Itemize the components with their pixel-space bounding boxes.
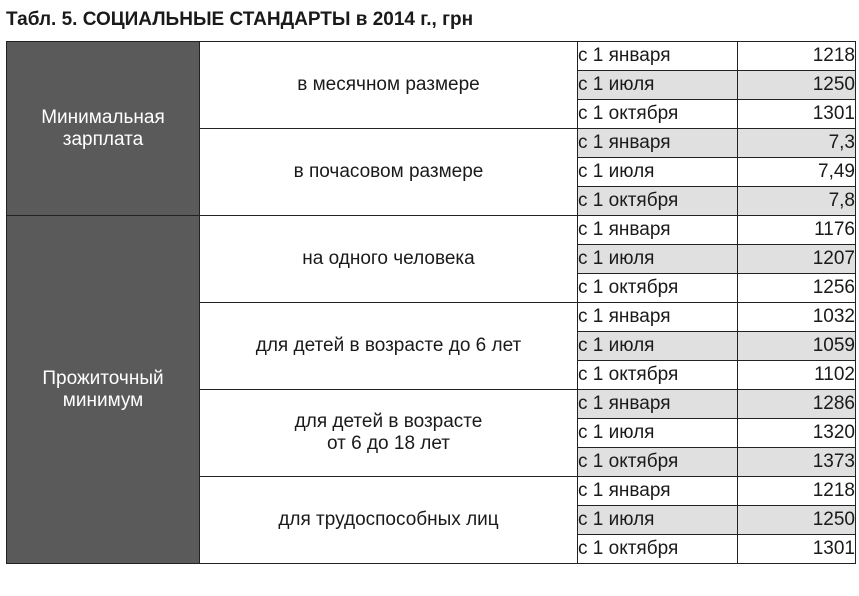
value-cell: 1286 (738, 390, 856, 419)
subcategory-cell (200, 216, 578, 303)
date-cell: с 1 октября (578, 535, 738, 564)
date-cell: с 1 октября (578, 187, 738, 216)
subcategory-cell (200, 42, 578, 129)
date-cell: с 1 января (578, 129, 738, 158)
value-cell: 1218 (738, 42, 856, 71)
value-cell: 1256 (738, 274, 856, 303)
value-cell: 1301 (738, 100, 856, 129)
date-cell: с 1 января (578, 390, 738, 419)
subcategory-cell (200, 477, 578, 564)
table-row (7, 216, 856, 245)
date-cell: с 1 июля (578, 245, 738, 274)
table-body (7, 42, 856, 564)
subcategory-label: для трудоспособных лиц (278, 509, 499, 530)
date-cell: с 1 января (578, 42, 738, 71)
value-cell: 7,8 (738, 187, 856, 216)
category-cell (7, 216, 200, 564)
date-cell: с 1 июля (578, 506, 738, 535)
date-cell: с 1 июля (578, 158, 738, 187)
table-row (7, 42, 856, 71)
value-cell: 7,3 (738, 129, 856, 158)
subcategory-cell (200, 129, 578, 216)
date-cell: с 1 октября (578, 100, 738, 129)
value-cell: 1032 (738, 303, 856, 332)
subcategory-cell (200, 303, 578, 390)
subcategory-label: в месячном размере (297, 74, 480, 95)
subcategory-cell (200, 390, 578, 477)
date-cell: с 1 января (578, 303, 738, 332)
date-cell: с 1 января (578, 216, 738, 245)
category-label: Прожиточный минимум (42, 367, 164, 411)
table-title: Табл. 5. СОЦИАЛЬНЫЕ СТАНДАРТЫ в 2014 г., грн (6, 9, 474, 30)
social-standards-table (6, 41, 856, 564)
value-cell: 1102 (738, 361, 856, 390)
subcategory-label: для детей в возрасте до 6 лет (255, 335, 522, 356)
date-cell: с 1 октября (578, 448, 738, 477)
date-cell: с 1 июля (578, 332, 738, 361)
date-cell: с 1 октября (578, 274, 738, 303)
date-cell: с 1 января (578, 477, 738, 506)
value-cell: 1250 (738, 71, 856, 100)
value-cell: 1176 (738, 216, 856, 245)
value-cell: 1218 (738, 477, 856, 506)
value-cell: 1373 (738, 448, 856, 477)
value-cell: 1059 (738, 332, 856, 361)
value-cell: 1207 (738, 245, 856, 274)
value-cell: 1320 (738, 419, 856, 448)
date-cell: с 1 июля (578, 419, 738, 448)
value-cell: 1250 (738, 506, 856, 535)
date-cell: с 1 июля (578, 71, 738, 100)
subcategory-label: для детей в возрасте от 6 до 18 лет (294, 411, 483, 454)
value-cell: 7,49 (738, 158, 856, 187)
subcategory-label: в почасовом размере (293, 161, 484, 182)
value-cell: 1301 (738, 535, 856, 564)
subcategory-label: на одного человека (302, 248, 475, 269)
category-label: Минимальная зарплата (41, 106, 165, 150)
date-cell: с 1 октября (578, 361, 738, 390)
category-cell (7, 42, 200, 216)
